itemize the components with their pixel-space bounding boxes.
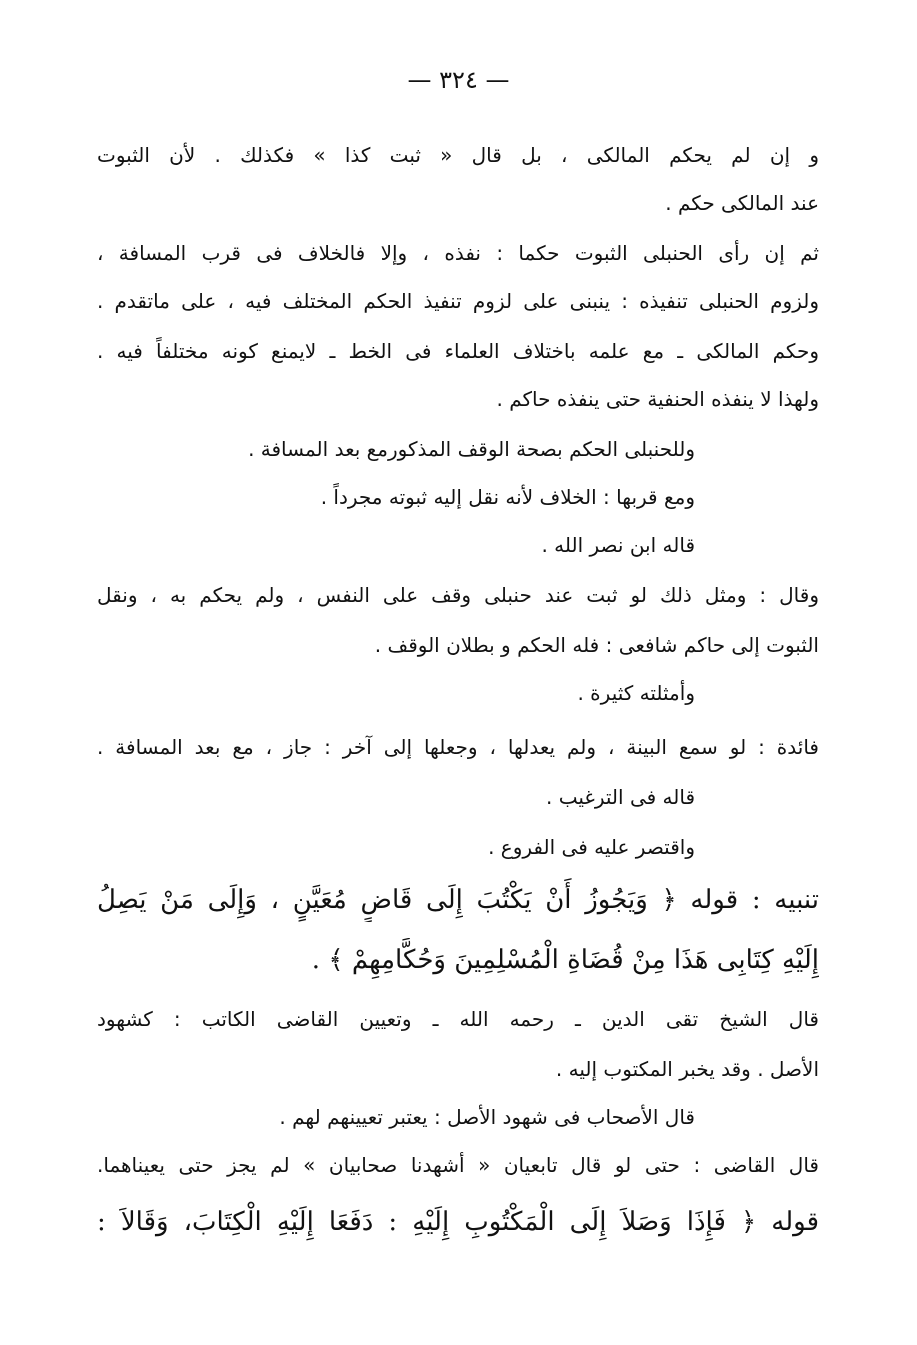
text-line-7: وللحنبلى الحكم بصحة الوقف المذكورمع بعد المسافة .: [248, 437, 695, 461]
text-line-21: قال القاضى : حتى لو قال تابعيان « أشهدنا صحابيان » لم يجز حتى يعيناهما.: [97, 1153, 819, 1177]
text-line-15: واقتصر عليه فى الفروع .: [488, 835, 695, 859]
text-line-19: الأصل . وقد يخبر المكتوب إليه .: [555, 1057, 819, 1081]
text-line-14: قاله فى الترغيب .: [546, 785, 695, 809]
text-line-12: وأمثلته كثيرة .: [577, 681, 695, 705]
text-line-10: وقال : ومثل ذلك لو ثبت عند حنبلى وقف على النفس ، ولم يحكم به ، ونقل: [97, 583, 819, 607]
text-line-13: فائدة : لو سمع البينة ، ولم يعدلها ، وجعلها إلى آخر : جاز ، مع بعد المسافة .: [97, 735, 819, 759]
text-line-3: ثم إن رأى الحنبلى الثبوت حكما : نفذه ، وإلا فالخلاف فى قرب المسافة ،: [97, 241, 819, 265]
text-line-1: و إن لم يحكم المالكى ، بل قال « ثبت كذا » فكذلك . لأن الثبوت: [97, 143, 819, 167]
text-line-4: ولزوم الحنبلى تنفيذه : ينبنى على لزوم تنفيذ الحكم المختلف فيه ، على ماتقدم .: [97, 289, 819, 313]
text-line-18: قال الشيخ تقى الدين ـ رحمه الله ـ وتعيين القاضى الكاتب : كشهود: [97, 1007, 819, 1031]
text-line-20: قال الأصحاب فى شهود الأصل : يعتبر تعيينهم لهم .: [279, 1105, 695, 1129]
text-line-5: وحكم المالكى ـ مع علمه باختلاف العلماء فى الخط ـ لايمنع كونه مختلفاً فيه .: [97, 339, 819, 363]
quoted-verse-line-1: تنبيه : قوله ﴿ وَيَجُوزُ أَنْ يَكْتُبَ إِلَى قَاضٍ مُعَيَّنٍ ، وَإِلَى مَنْ يَصِلُ: [97, 885, 819, 915]
text-line-2: عند المالكى حكم .: [665, 191, 819, 215]
text-line-8: ومع قربها : الخلاف لأنه نقل إليه ثبوته مجرداً .: [320, 485, 695, 509]
page-number: — ٣٢٤ —: [407, 66, 510, 94]
text-line-9: قاله ابن نصر الله .: [541, 533, 695, 557]
text-line-6: ولهذا لا ينفذه الحنفية حتى ينفذه حاكم .: [496, 387, 819, 411]
text-line-11: الثبوت إلى حاكم شافعى : فله الحكم و بطلان الوقف .: [374, 633, 819, 657]
quoted-verse-line-2: إِلَيْهِ كِتَابِى هَذَا مِنْ قُضَاةِ الْمُسْلِمِينَ وَحُكَّامِهِمْ ﴾ .: [311, 945, 819, 975]
quoted-verse-line-3: قوله ﴿ فَإِذَا وَصَلاَ إِلَى الْمَكْتُوبِ إِلَيْهِ : دَفَعَا إِلَيْهِ الْكِتَابَ، وَقَالاَ :: [97, 1207, 819, 1237]
